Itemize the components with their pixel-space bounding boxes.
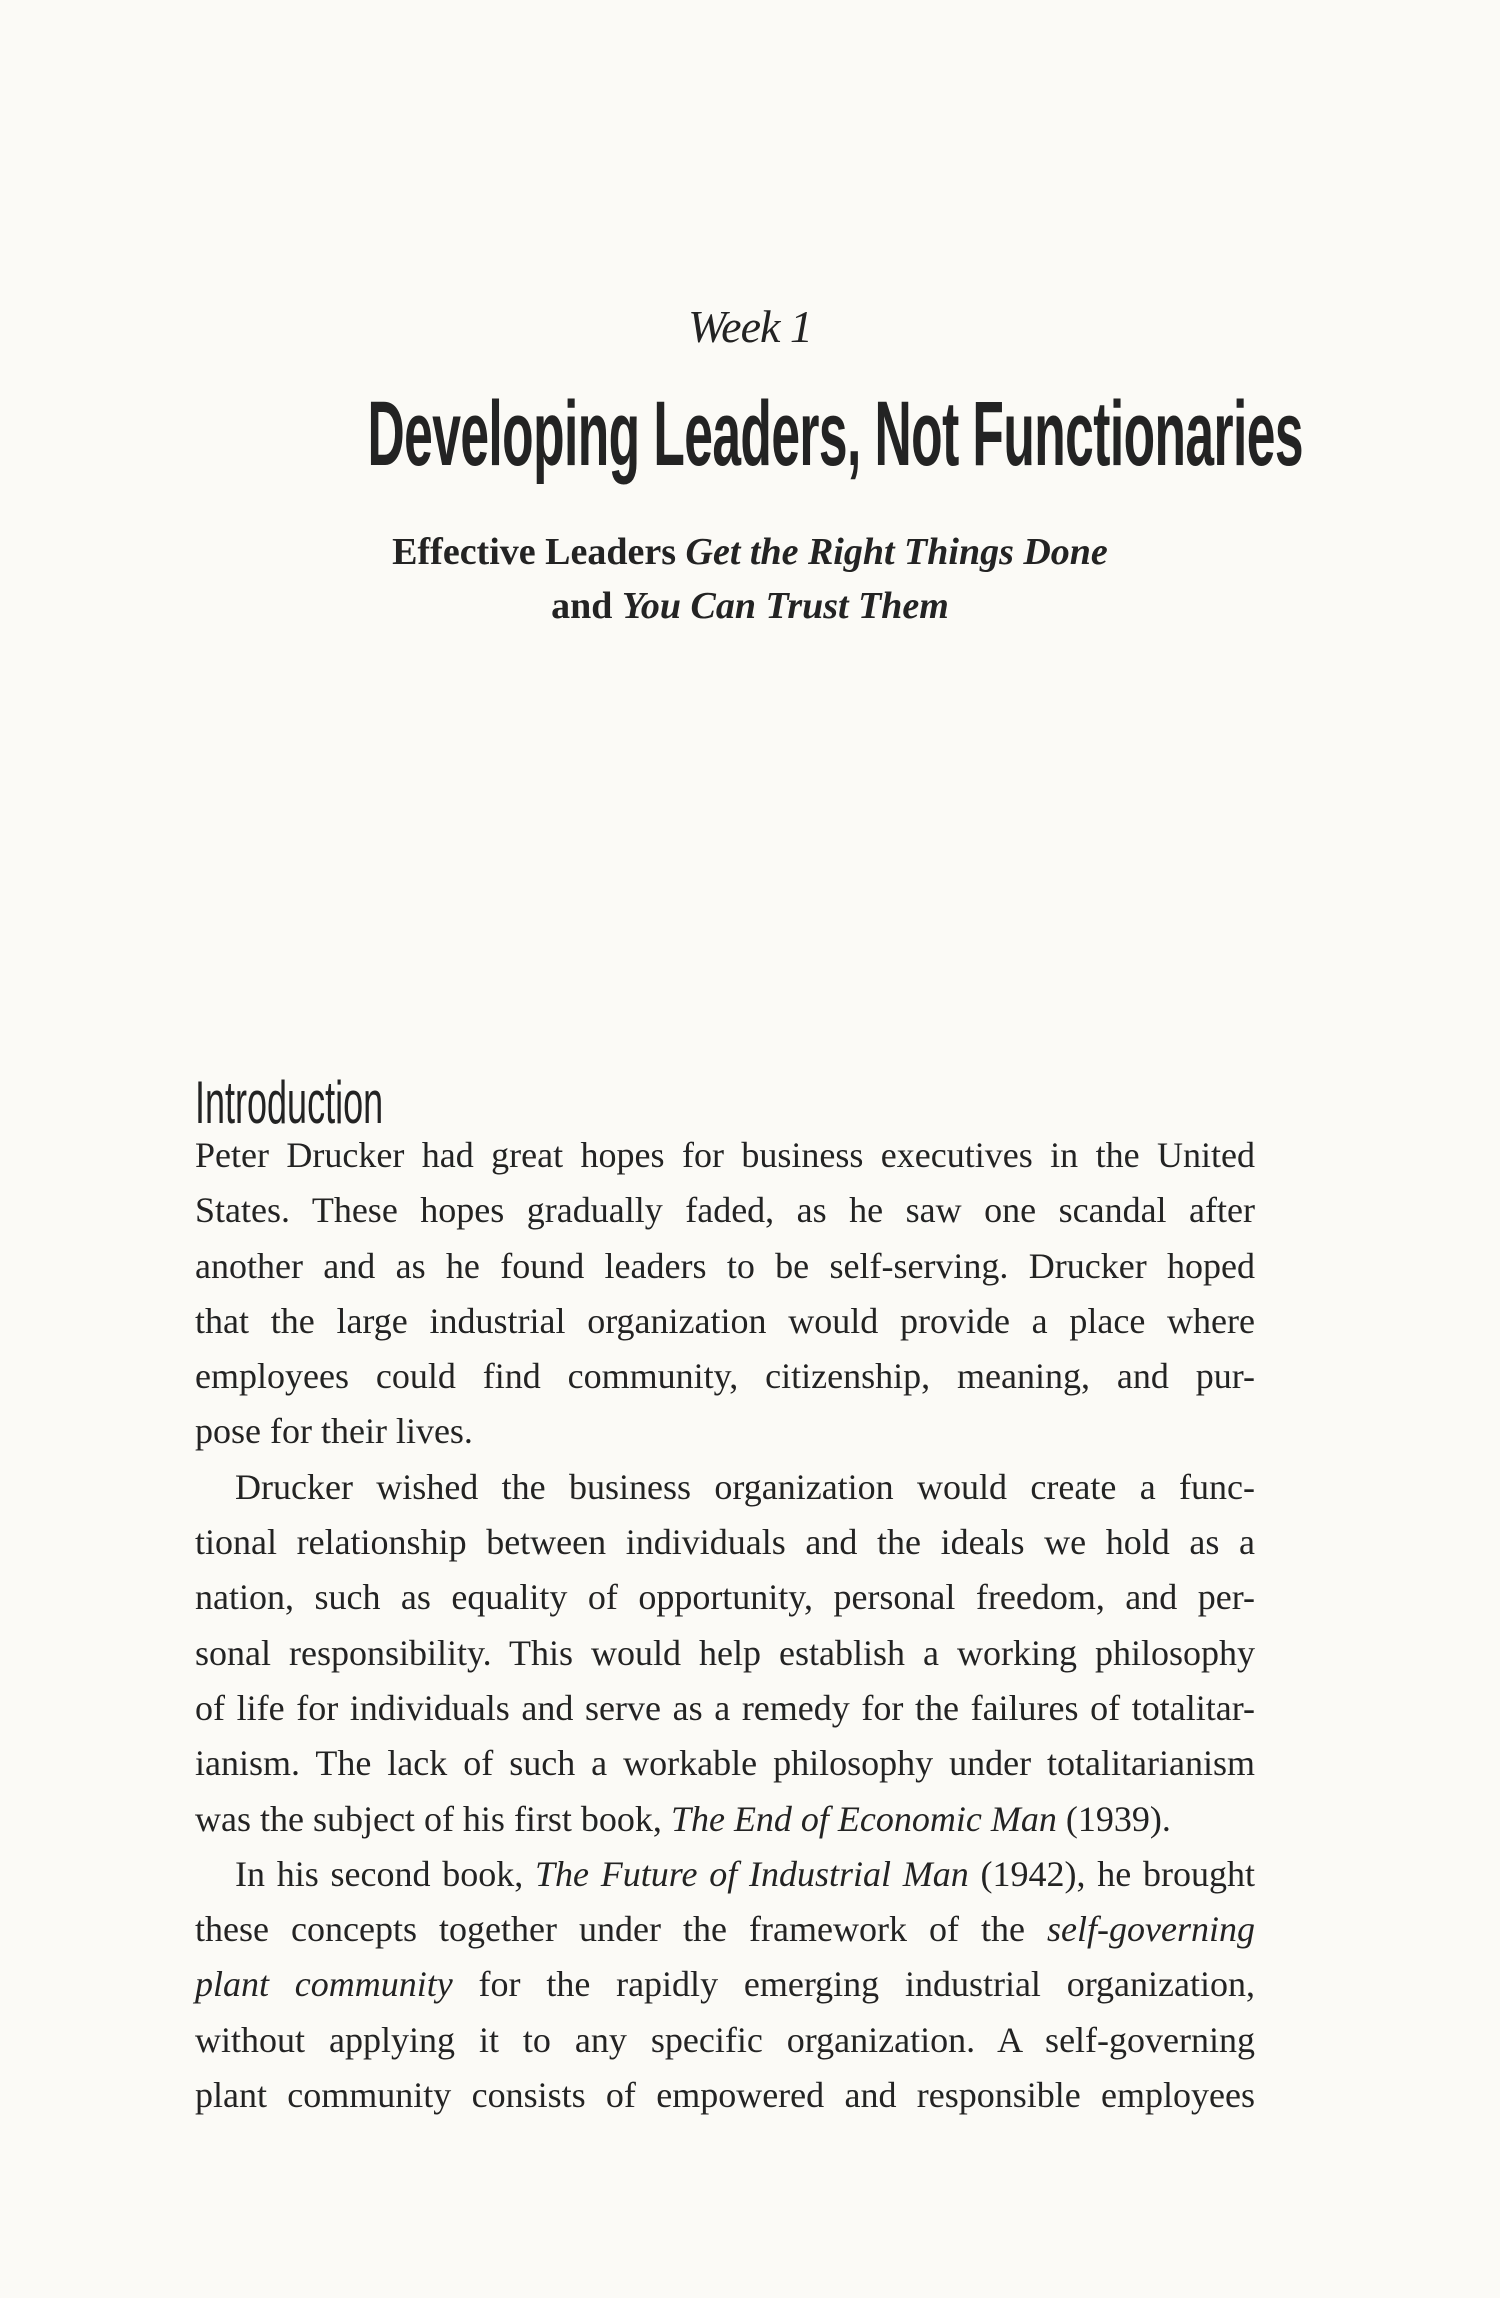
- italic-title: self-governing: [1047, 1909, 1255, 1950]
- subtitle-italic: Get the Right Things Done: [685, 531, 1108, 573]
- text-line: Peter Drucker had great hopes for business executives in the United: [195, 1135, 1255, 1175]
- section-heading: Introduction: [195, 1069, 384, 1136]
- text-line: of life for individuals and serve as a remedy for the failures of totalitar-: [195, 1687, 1255, 1728]
- text-line: that the large industrial organization would provide a place where: [195, 1300, 1255, 1341]
- italic-title: The Future of Industrial Man: [535, 1853, 969, 1894]
- text-line: pose for their lives.: [195, 1411, 473, 1452]
- chapter-title-text: Developing Leaders, Not Functionaries: [367, 383, 1303, 485]
- italic-title: The End of Economic Man: [670, 1798, 1057, 1839]
- chapter-subtitle-line-1: [0, 530, 1500, 574]
- text-line: employees could find community, citizenship, meaning, and pur-: [195, 1356, 1255, 1397]
- text-span: for the rapidly emerging industrial organization,: [452, 1964, 1255, 2005]
- text-line: States. These hopes gradually faded, as he saw one scandal after: [195, 1190, 1255, 1231]
- text-span: these concepts together under the framework of the: [195, 1909, 1048, 1950]
- italic-title: plant community: [195, 1964, 453, 2005]
- text-line: ianism. The lack of such a workable philosophy under totalitarianism: [195, 1743, 1255, 1784]
- chapter-subtitle-line-2: [0, 584, 1500, 628]
- subtitle-italic: You Can Trust Them: [621, 585, 949, 627]
- text-span: In his second book,: [235, 1853, 536, 1894]
- text-line: nation, such as equality of opportunity, personal freedom, and per-: [195, 1577, 1255, 1618]
- text-line: plant community consists of empowered and responsible employees: [195, 2075, 1255, 2116]
- text-line: [195, 1902, 1255, 1957]
- text-line: [195, 1847, 1255, 1902]
- text-line: sonal responsibility. This would help establish a working philosophy: [195, 1632, 1255, 1673]
- text-line: Drucker wished the business organization would create a func-: [235, 1466, 1255, 1507]
- chapter-title: [0, 382, 1500, 487]
- text-span: was the subject of his first book,: [195, 1798, 671, 1839]
- text-line: [195, 1957, 1255, 2012]
- body-text: [195, 1128, 1255, 2123]
- week-label: Week 1: [688, 301, 812, 352]
- text-line: another and as he found leaders to be self-serving. Drucker hoped: [195, 1245, 1255, 1286]
- text-line: without applying it to any specific organization. A self-governing: [195, 2019, 1255, 2060]
- text-line: tional relationship between individuals and the ideals we hold as a: [195, 1522, 1255, 1563]
- text-span: (1942), he brought: [968, 1853, 1255, 1894]
- text-span: (1939).: [1056, 1798, 1171, 1839]
- subtitle-plain: Effective Leaders: [392, 531, 686, 573]
- text-line: [195, 1792, 1255, 1847]
- subtitle-plain: and: [551, 585, 622, 627]
